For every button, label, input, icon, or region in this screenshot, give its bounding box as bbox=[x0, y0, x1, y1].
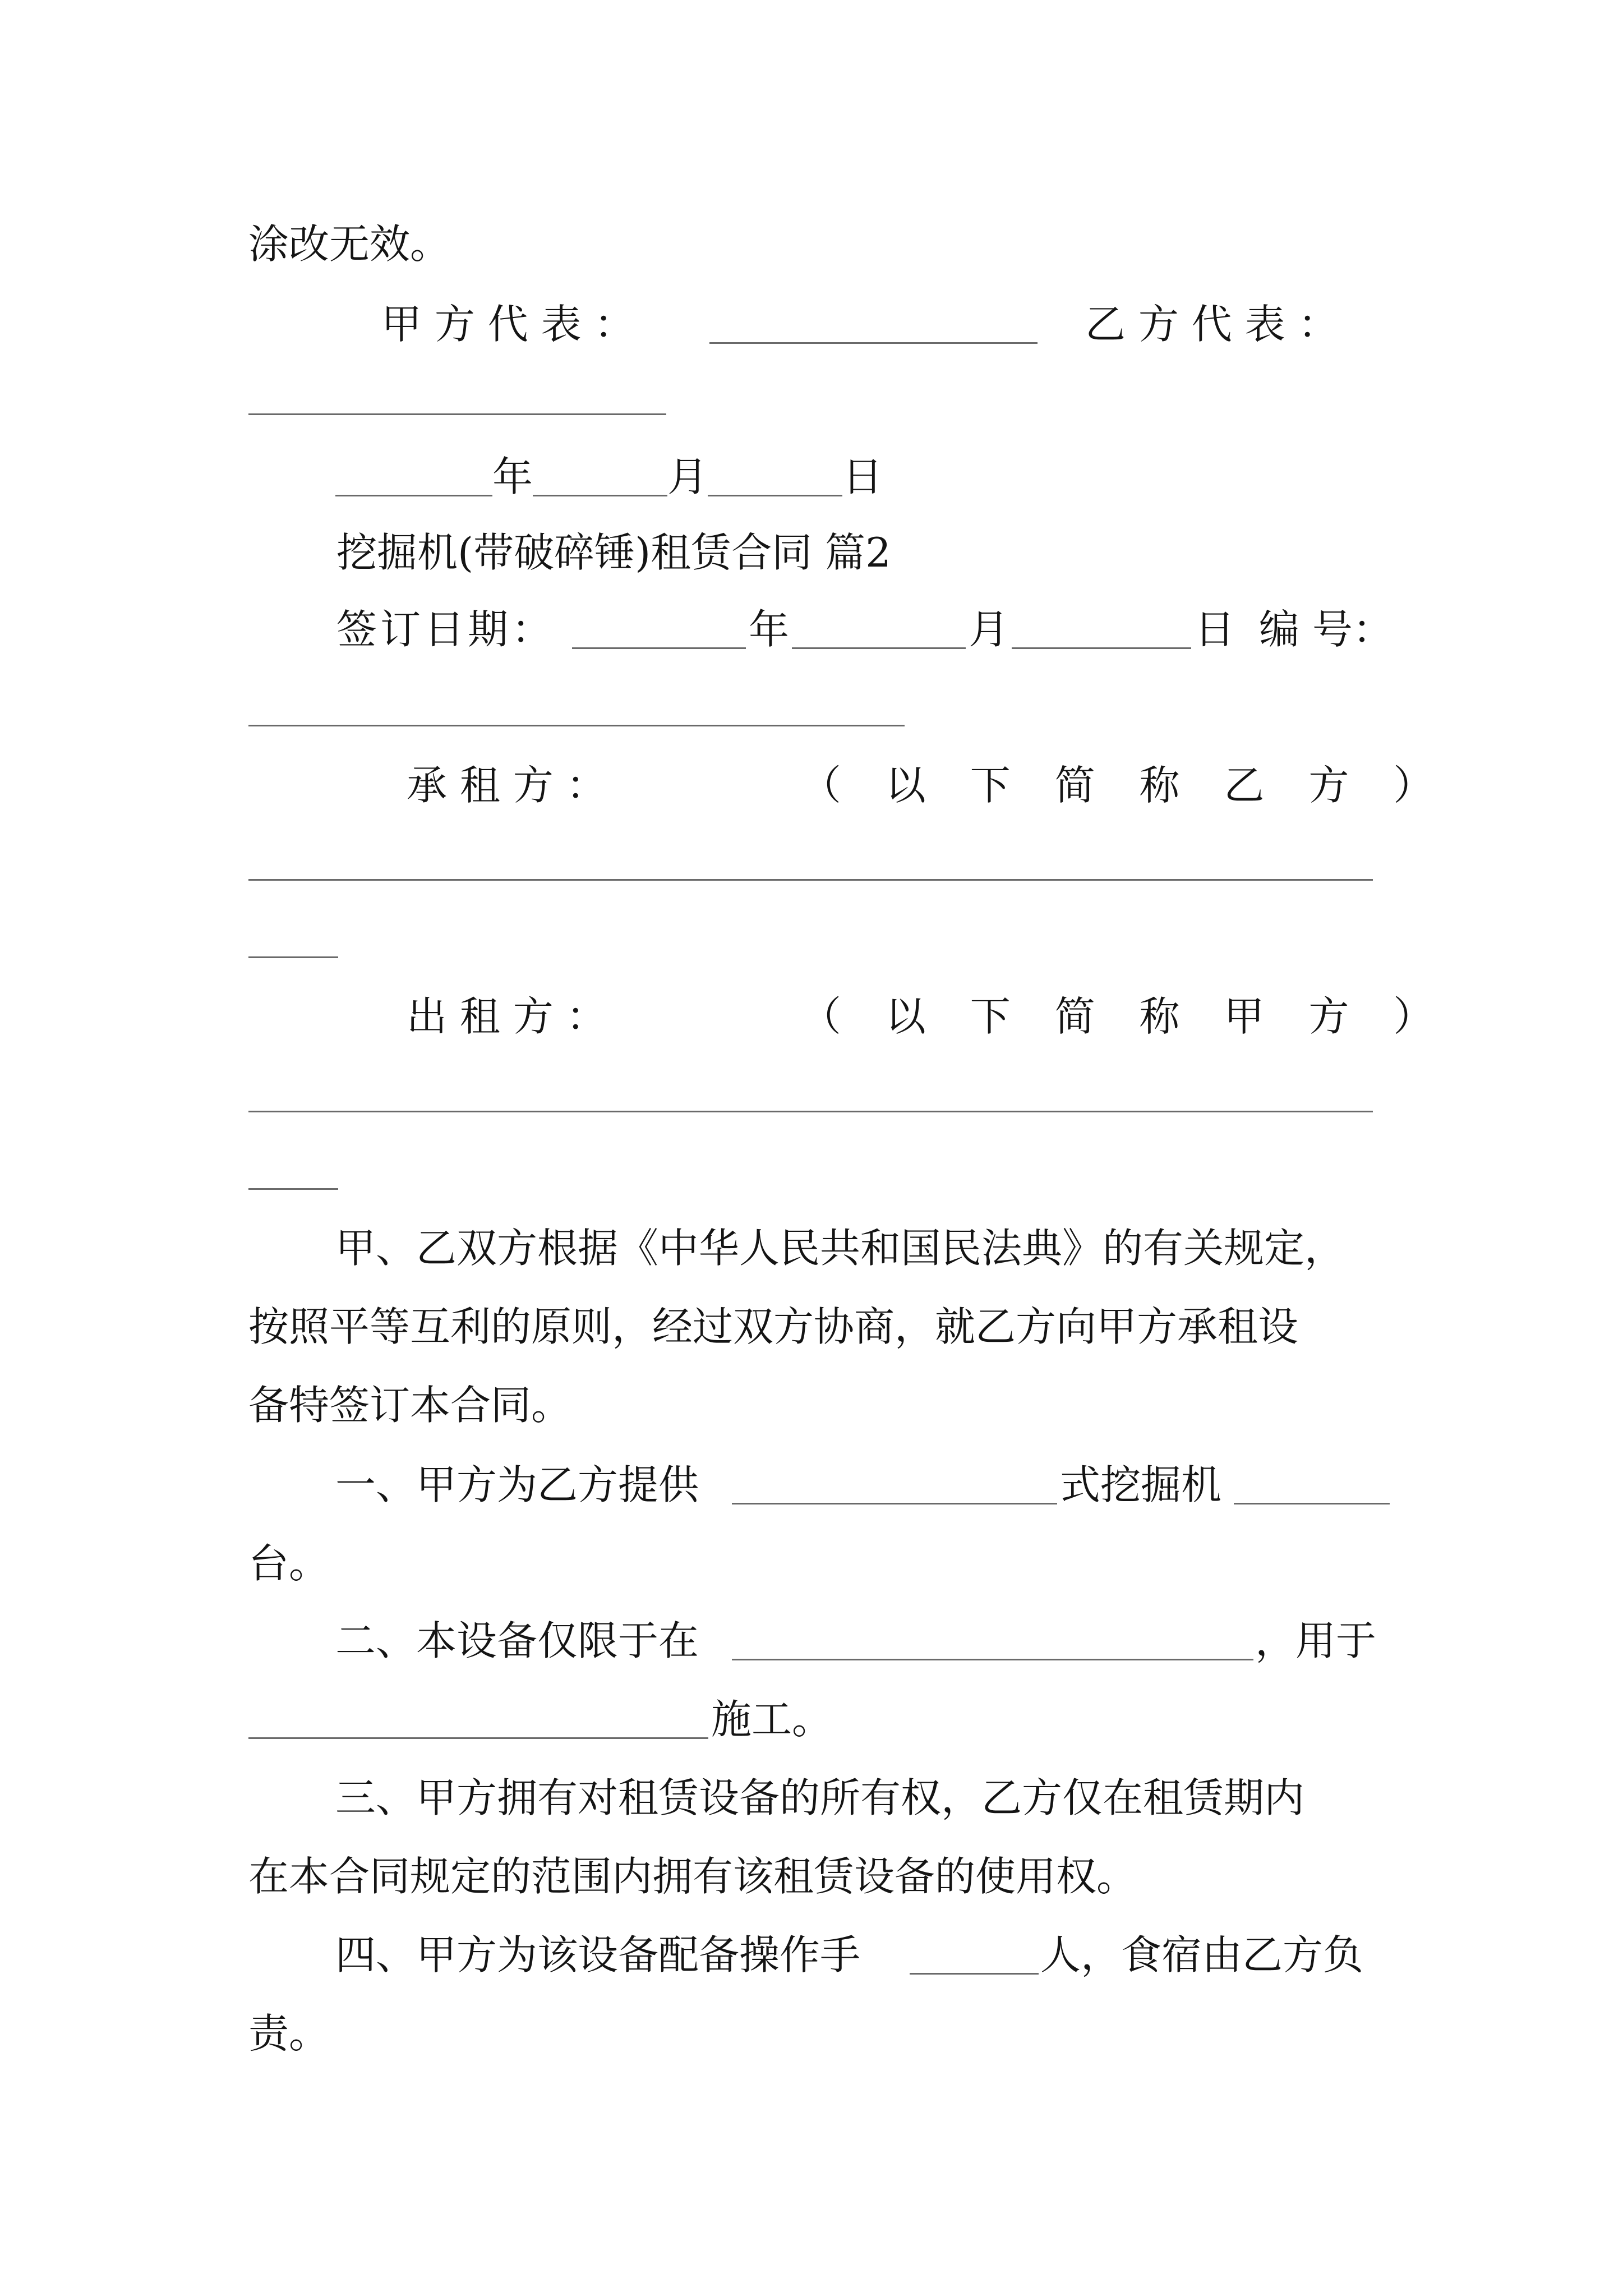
rep-b-blank[interactable] bbox=[248, 413, 666, 415]
intro-text-3: 备特签订本合同。 bbox=[248, 1382, 572, 1429]
clause4-text-c: 责。 bbox=[248, 2010, 330, 2057]
clause2-line bbox=[0, 1613, 1623, 1669]
sign-date-label: 签订日期： bbox=[336, 606, 556, 653]
lessee-blank[interactable] bbox=[248, 879, 1373, 881]
closing-day-blank[interactable] bbox=[708, 495, 842, 496]
closing-month-blank[interactable] bbox=[533, 495, 667, 496]
clause1-line bbox=[0, 1457, 1623, 1513]
clause3-line-2 bbox=[0, 1848, 1623, 1904]
clause4-text-a: 四、甲方为该设备配备操作手 bbox=[335, 1931, 861, 1978]
clause3-text-1: 三、甲方拥有对租赁设备的所有权，乙方仅在租赁期内 bbox=[335, 1774, 1305, 1821]
contract-title: 挖掘机(带破碎锤)租赁合同 篇2 bbox=[336, 529, 891, 576]
intro-line-2 bbox=[0, 1299, 1623, 1355]
rep-a-blank[interactable] bbox=[709, 342, 1038, 344]
clause4-line-2 bbox=[0, 2005, 1623, 2062]
lessee-label: 承 租 方 ： bbox=[407, 762, 607, 809]
sign-day-blank[interactable] bbox=[1012, 647, 1191, 649]
clause2-line-2 bbox=[0, 1691, 1623, 1747]
number-label: 编 号： bbox=[1259, 606, 1393, 653]
closing-year-blank[interactable] bbox=[335, 495, 492, 496]
contract-title-line bbox=[0, 524, 1623, 581]
clause2-text-a: 二、本设备仅限于在 bbox=[335, 1617, 699, 1664]
clause2-text-b: ，用于 bbox=[1255, 1617, 1377, 1664]
clause3-line-1 bbox=[0, 1770, 1623, 1826]
invalid-line bbox=[0, 216, 1623, 272]
clause4-text-b: 人，食宿由乙方负 bbox=[1040, 1931, 1364, 1978]
closing-day-label: 日 bbox=[842, 453, 883, 500]
closing-date-line bbox=[0, 449, 1623, 505]
clause1-type-blank[interactable] bbox=[732, 1503, 1057, 1504]
rep-b-label: 乙 方 代 表 ： bbox=[1085, 301, 1339, 348]
sign-year-blank[interactable] bbox=[572, 647, 746, 649]
lessor-line bbox=[0, 988, 1623, 1045]
representatives-line bbox=[0, 296, 1623, 352]
intro-text-1: 甲、乙双方根据《中华人民共和国民法典》的有关规定， bbox=[335, 1225, 1345, 1272]
sign-year-label: 年 bbox=[749, 606, 790, 653]
intro-line-3 bbox=[0, 1377, 1623, 1433]
number-blank[interactable] bbox=[248, 725, 905, 726]
lessor-note: （ 以 下 简 称 甲 方 ） bbox=[801, 993, 1450, 1040]
lessee-note: （ 以 下 简 称 乙 方 ） bbox=[801, 762, 1450, 809]
clause1-text-b: 式挖掘机 bbox=[1060, 1461, 1222, 1508]
lessor-blank[interactable] bbox=[248, 1111, 1373, 1112]
clause1-text-a: 一、甲方为乙方提供 bbox=[335, 1461, 699, 1508]
intro-line-1 bbox=[0, 1220, 1623, 1276]
clause2-purpose-blank[interactable] bbox=[248, 1737, 708, 1739]
clause4-operator-blank[interactable] bbox=[910, 1973, 1039, 1975]
lessor-blank-cont[interactable] bbox=[248, 1188, 338, 1190]
sign-date-line bbox=[0, 601, 1623, 657]
lessee-line bbox=[0, 757, 1623, 813]
intro-text-2: 按照平等互利的原则，经过双方协商，就乙方向甲方承租设 bbox=[248, 1303, 1299, 1350]
clause2-location-blank[interactable] bbox=[732, 1659, 1253, 1660]
rep-a-label: 甲 方 代 表 ： bbox=[381, 301, 635, 348]
sign-month-label: 月 bbox=[969, 606, 1009, 653]
clause1-line-2 bbox=[0, 1535, 1623, 1591]
clause4-line bbox=[0, 1927, 1623, 1983]
closing-year-label: 年 bbox=[492, 453, 533, 500]
clause3-text-2: 在本合同规定的范围内拥有该租赁设备的使用权。 bbox=[248, 1853, 1137, 1900]
sign-month-blank[interactable] bbox=[792, 647, 966, 649]
clause2-text-c: 施工。 bbox=[711, 1696, 833, 1743]
lessee-blank-cont[interactable] bbox=[248, 956, 338, 958]
lessor-label: 出 租 方 ： bbox=[407, 993, 607, 1040]
sign-day-label: 日 bbox=[1195, 606, 1235, 653]
clause1-count-blank[interactable] bbox=[1234, 1503, 1390, 1504]
closing-month-label: 月 bbox=[667, 453, 708, 500]
clause1-text-c: 台。 bbox=[248, 1540, 330, 1587]
invalid-text: 涂改无效。 bbox=[248, 220, 451, 268]
